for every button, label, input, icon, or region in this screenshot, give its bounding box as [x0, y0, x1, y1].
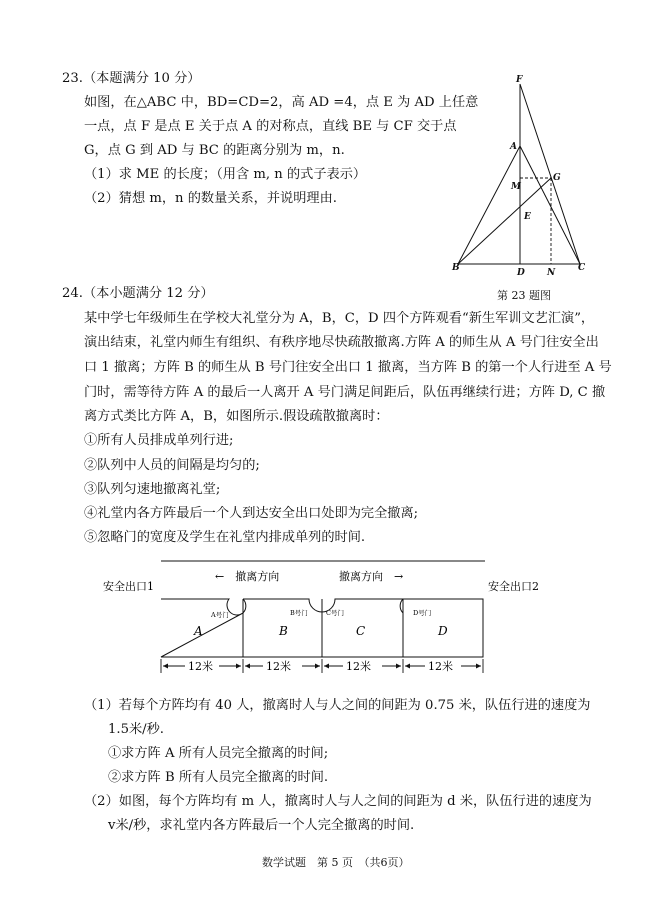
q24-header: 24.（本小题满分 12 分）	[62, 286, 214, 301]
assumption-3: ③队列匀速地撤离礼堂;	[84, 482, 221, 497]
door-b-label: B号门	[290, 609, 308, 617]
block-d-label: D	[438, 624, 448, 638]
q23-figure-caption: 第 23 题图	[497, 289, 551, 302]
q24-part1-ii: ②求方阵 B 所有人员完全撤离的时间.	[108, 770, 329, 785]
exit-2-label: 安全出口2	[488, 580, 539, 593]
q24-part2-line1: （2）如图，每个方阵均有 m 人，撤离时人与人之间的间距为 d 米，队伍行进的速度为	[84, 794, 592, 809]
line-fc	[520, 84, 580, 264]
label-m: M	[511, 182, 521, 192]
door-a-label: A号门	[211, 611, 229, 619]
width-b: 12米	[266, 660, 291, 673]
q23-header: 23.（本题满分 10 分）	[62, 71, 201, 86]
q23-line2: 一点，点 F 是点 E 关于点 A 的对称点，直线 BE 与 CF 交于点	[84, 119, 457, 134]
assumption-1: ①所有人员排成单列行进;	[84, 433, 234, 448]
q23-line3: G，点 G 到 AD 与 BC 的距离分别为 m，n.	[84, 143, 345, 158]
blocks-outline	[161, 599, 483, 657]
label-d: D	[517, 268, 525, 278]
q24-part1-line1: （1）若每个方阵均有 40 人，撤离时人与人之间的间距为 0.75 米，队伍行进的速度为	[84, 698, 591, 713]
exit-1-label: 安全出口1	[103, 580, 154, 593]
assumption-4: ④礼堂内各方阵最后一个人到达安全出口处即为完全撤离;	[84, 506, 419, 521]
segment-ab	[458, 146, 520, 264]
direction-left: ← 撤离方向	[215, 570, 280, 583]
q23-figure	[440, 70, 600, 285]
assumption-5: ⑤忽略门的宽度及学生在礼堂内排成单列的时间.	[84, 530, 366, 545]
q23-sub2: （2）猜想 m，n 的数量关系，并说明理由.	[84, 191, 337, 206]
q24-p5: 离方式类比方阵 A，B，如图所示.假设疏散撤离时：	[84, 409, 389, 424]
label-c: C	[578, 263, 586, 273]
block-b-label: B	[279, 624, 288, 638]
assumption-2: ②队列中人员的间隔是均匀的;	[84, 458, 260, 473]
block-a-label: A	[194, 624, 203, 638]
label-f: F	[516, 75, 523, 85]
direction-right: 撤离方向 →	[339, 570, 404, 583]
label-e: E	[524, 212, 531, 222]
door-c-label: C号门	[326, 609, 344, 617]
line-bg	[458, 178, 551, 264]
page-footer: 数学试题 第 5 页 （共6页）	[262, 856, 410, 869]
door-d-label: D号门	[413, 609, 432, 617]
q24-p3: 口 1 撤离；方阵 B 的师生从 B 号门往安全出口 1 撤离，当方阵 B 的第一个人行进至 A 号	[84, 360, 612, 375]
q24-part1-i: ①求方阵 A 所有人员完全撤离的时间;	[108, 746, 329, 761]
width-d: 12米	[428, 660, 453, 673]
q24-part2-line2: v米/秒，求礼堂内各方阵最后一个人完全撤离的时间.	[108, 818, 415, 833]
label-a: A	[510, 142, 517, 152]
segment-ac	[520, 146, 580, 264]
q24-p1: 某中学七年级师生在学校大礼堂分为 A，B，C，D 四个方阵观看“新生军训文艺汇演”，	[84, 311, 595, 326]
block-c-label: C	[356, 624, 366, 638]
q23-line1: 如图，在△ABC 中，BD=CD=2，高 AD =4，点 E 为 AD 上任意	[84, 95, 479, 110]
width-c: 12米	[346, 660, 371, 673]
q24-p2: 演出结束，礼堂内师生有组织、有秩序地尽快疏散撤离.方阵 A 的师生从 A 号门往安全出	[84, 335, 599, 350]
label-g: G	[553, 173, 561, 183]
q24-p4: 门时，需等待方阵 A 的最后一人离开 A 号门满足间距后，队伍再继续行进；方阵 D, C 撤	[84, 385, 606, 400]
q24-diagram	[95, 555, 539, 685]
q24-part1-line2: 1.5米/秒.	[108, 722, 164, 737]
label-b: B	[452, 263, 460, 273]
label-n: N	[547, 268, 556, 278]
width-a: 12米	[188, 660, 213, 673]
q23-sub1: （1）求 ME 的长度；（用含 m, n 的式子表示）	[84, 167, 367, 182]
